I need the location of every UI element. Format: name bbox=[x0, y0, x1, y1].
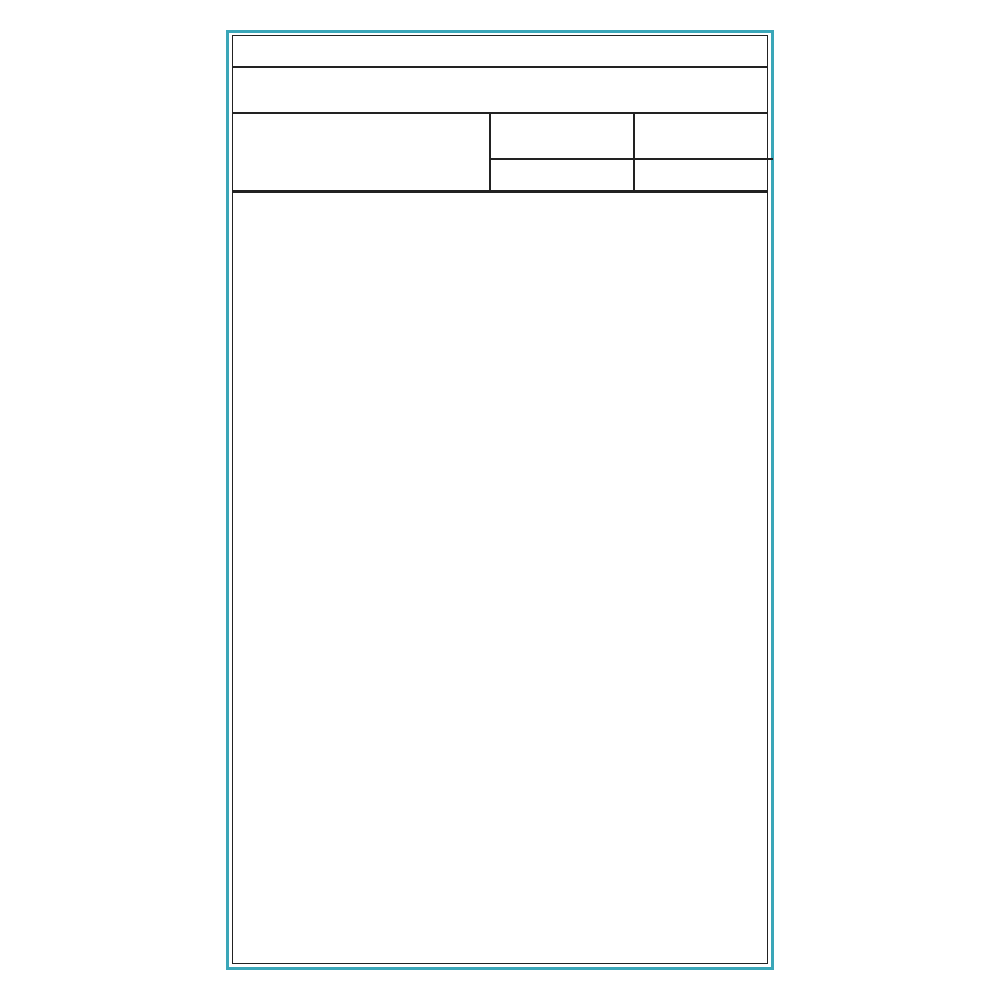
calories-per-100ml bbox=[489, 160, 635, 190]
calories-row bbox=[233, 114, 767, 193]
column-header-per-serving bbox=[633, 114, 773, 160]
nutrition-label bbox=[226, 30, 774, 970]
label-title bbox=[233, 36, 767, 68]
nutrition-table bbox=[232, 35, 768, 964]
serving-info bbox=[233, 68, 767, 114]
calories-per-serving bbox=[633, 160, 775, 190]
column-header-per-100ml bbox=[489, 114, 633, 160]
